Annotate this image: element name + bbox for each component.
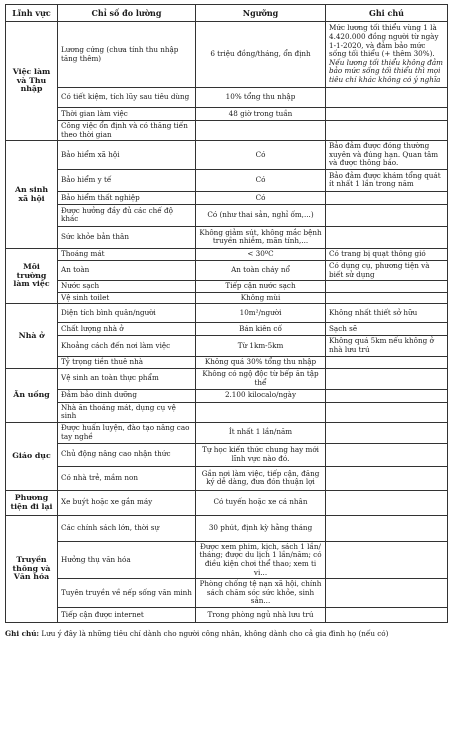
area-cell: Nhà ở: [6, 304, 58, 368]
table-row: [6, 466, 448, 490]
criterion-cell: Nước sạch: [58, 281, 196, 293]
threshold-cell: Bán kiên cố: [196, 323, 326, 336]
criterion-cell: Chủ động nâng cao nhận thức: [58, 443, 196, 466]
area-cell: Ăn uống: [6, 368, 58, 422]
table-row: [6, 204, 448, 226]
area-cell: Việc làm và Thu nhập: [6, 22, 58, 141]
threshold-cell: 48 giờ trong tuần: [196, 108, 326, 121]
table-row: [6, 141, 448, 170]
area-cell: Truyền thông và Văn hóa: [6, 515, 58, 622]
threshold-cell: Có tuyến hoặc xe cá nhân: [196, 490, 326, 515]
threshold-cell: Trong phòng ngủ nhà lưu trú: [196, 607, 326, 622]
threshold-cell: Phòng chống tệ nạn xã hội, chính sách chăm sóc sức khỏe, sinh sản...: [196, 579, 326, 608]
criterion-cell: Thoáng mát: [58, 248, 196, 260]
note-cell: [326, 323, 448, 336]
table-row: [6, 121, 448, 141]
criterion-cell: Có nhà trẻ, mầm non: [58, 466, 196, 490]
header-threshold: Ngưỡng: [196, 5, 326, 22]
threshold-cell: < 30ºC: [196, 248, 326, 260]
table-row: [6, 443, 448, 466]
note-italic-text: Nếu lương tối thiểu không đảm bảo mức sống tối thiểu thì mọi tiêu chí khác không có ý nghĩa: [329, 57, 443, 84]
threshold-cell: Không giảm sút, không mắc bệnh truyền nhiễm, mãn tính,...: [196, 226, 326, 248]
table-row: [6, 515, 448, 541]
criterion-cell: Được hưởng đầy đủ các chế độ khác: [58, 204, 196, 226]
note-cell: [326, 204, 448, 226]
area-cell: An sinh xã hội: [6, 141, 58, 249]
area-cell: Phương tiện đi lại: [6, 490, 58, 515]
criterion-cell: Các chính sách lớn, thời sự: [58, 515, 196, 541]
threshold-cell: [196, 402, 326, 422]
criterion-cell: Được huấn luyện, đào tạo nâng cao tay nghề: [58, 422, 196, 443]
criterion-cell: Có tiết kiệm, tích lũy sau tiêu dùng: [58, 88, 196, 108]
criterion-cell: Bảo hiểm thất nghiệp: [58, 191, 196, 204]
table-row: [6, 304, 448, 323]
threshold-cell: Được xem phim, kịch, sách 1 lần/ tháng; được du lịch 1 lần/năm; có điều kiện chơi thể thao; xem ti vi...: [196, 541, 326, 578]
threshold-cell: Tự học kiến thức chung hay mới lĩnh vực nào đó.: [196, 443, 326, 466]
note-cell: [326, 226, 448, 248]
footnote-label: Ghi chú:: [5, 628, 40, 638]
threshold-cell: Có (như thai sản, nghỉ ốm,...): [196, 204, 326, 226]
threshold-cell: Không quá 30% tổng thu nhập: [196, 356, 326, 368]
note-text: Không quá 5km nếu không ở nhà lưu trú: [329, 336, 434, 354]
criterion-cell: Tiếp cận được internet: [58, 607, 196, 622]
note-text: Có trang bị quạt thông gió: [329, 249, 426, 259]
note-cell: [326, 541, 448, 578]
document: [5, 4, 447, 638]
note-cell: [326, 248, 448, 260]
threshold-cell: Có: [196, 141, 326, 170]
criterion-cell: Bảo hiểm xã hội: [58, 141, 196, 170]
note-text: Sạch sẽ: [329, 324, 358, 334]
criterion-cell: Khoảng cách đến nơi làm việc: [58, 336, 196, 356]
note-cell: [326, 281, 448, 293]
note-cell: [326, 389, 448, 402]
table-row: [6, 356, 448, 368]
criterion-cell: An toàn: [58, 260, 196, 280]
table-body: [6, 22, 448, 623]
table-row: [6, 281, 448, 293]
note-cell: [326, 607, 448, 622]
threshold-cell: 6 triệu đồng/tháng, ổn định: [196, 22, 326, 88]
note-cell: [326, 260, 448, 280]
criterion-cell: Vệ sinh an toàn thực phẩm: [58, 368, 196, 389]
criteria-table: [5, 4, 448, 623]
criterion-cell: Diện tích bình quân/người: [58, 304, 196, 323]
table-row: [6, 368, 448, 389]
area-cell: Môi trường làm việc: [6, 248, 58, 303]
criterion-cell: Hưởng thụ văn hóa: [58, 541, 196, 578]
threshold-cell: 30 phút, định kỳ hằng tháng: [196, 515, 326, 541]
note-cell: [326, 443, 448, 466]
note-cell: [326, 304, 448, 323]
criterion-cell: Tuyên truyền về nếp sống văn minh: [58, 579, 196, 608]
note-cell: [326, 191, 448, 204]
threshold-cell: Ít nhất 1 lần/năm: [196, 422, 326, 443]
note-cell: [326, 490, 448, 515]
criterion-cell: Sức khỏe bản thân: [58, 226, 196, 248]
note-text: Mức lương tối thiểu vùng 1 là 4.420.000 đồng người từ ngày 1-1-2020, và đảm bảo mức sống tối thiểu (+ thêm 30%).: [329, 23, 439, 59]
note-cell: [326, 22, 448, 88]
note-cell: [326, 356, 448, 368]
header-row: [6, 5, 448, 22]
criterion-cell: Đảm bảo dinh dưỡng: [58, 389, 196, 402]
criterion-cell: Thời gian làm việc: [58, 108, 196, 121]
threshold-cell: [196, 121, 326, 141]
table-row: [6, 260, 448, 280]
note-cell: [326, 88, 448, 108]
criterion-cell: Bảo hiểm y tế: [58, 169, 196, 191]
table-row: [6, 490, 448, 515]
area-cell: Giáo dục: [6, 422, 58, 490]
threshold-cell: Có: [196, 191, 326, 204]
threshold-cell: An toàn cháy nổ: [196, 260, 326, 280]
header-criterion: Chỉ số đo lường: [58, 5, 196, 22]
criterion-cell: Tỷ trọng tiền thuê nhà: [58, 356, 196, 368]
table-row: [6, 579, 448, 608]
note-cell: [326, 402, 448, 422]
note-cell: [326, 169, 448, 191]
note-text: Bảo đảm được đóng thường xuyên và đúng hạn. Quan tâm và được thông báo.: [329, 141, 439, 168]
note-cell: [326, 368, 448, 389]
note-cell: [326, 141, 448, 170]
note-text: Có dụng cụ, phương tiện và biết sử dụng: [329, 260, 430, 279]
criterion-cell: Chất lượng nhà ở: [58, 323, 196, 336]
threshold-cell: 10% tổng thu nhập: [196, 88, 326, 108]
table-row: [6, 541, 448, 578]
table-row: [6, 226, 448, 248]
table-row: [6, 88, 448, 108]
table-row: [6, 248, 448, 260]
note-cell: [326, 292, 448, 304]
table-row: [6, 323, 448, 336]
note-cell: [326, 579, 448, 608]
threshold-cell: Tiếp cận nước sạch: [196, 281, 326, 293]
threshold-cell: 10m²/người: [196, 304, 326, 323]
criterion-cell: Vệ sinh toilet: [58, 292, 196, 304]
note-cell: [326, 515, 448, 541]
note-text: Không nhất thiết sở hữu: [329, 308, 418, 318]
table-row: [6, 336, 448, 356]
header-note: Ghi chú: [326, 5, 448, 22]
threshold-cell: 2.100 kilocalo/ngày: [196, 389, 326, 402]
threshold-cell: Có: [196, 169, 326, 191]
note-cell: [326, 121, 448, 141]
footnote: [5, 629, 447, 638]
header-area: Lĩnh vực: [6, 5, 58, 22]
threshold-cell: Không mùi: [196, 292, 326, 304]
note-cell: [326, 466, 448, 490]
table-row: [6, 191, 448, 204]
threshold-cell: Gần nơi làm việc, tiếp cận, đăng ký dễ dàng, đưa đón thuận lợi: [196, 466, 326, 490]
threshold-cell: Từ 1km-5km: [196, 336, 326, 356]
criterion-cell: Xe buýt hoặc xe gắn máy: [58, 490, 196, 515]
note-text: Bảo đảm được khám tổng quát ít nhất 1 lần trong năm: [329, 170, 441, 189]
table-row: [6, 422, 448, 443]
table-row: [6, 292, 448, 304]
threshold-cell: Không có ngộ độc từ bếp ăn tập thể: [196, 368, 326, 389]
note-cell: [326, 336, 448, 356]
table-row: [6, 108, 448, 121]
criterion-cell: Công việc ổn định và có thăng tiến theo thời gian: [58, 121, 196, 141]
criterion-cell: Nhà ăn thoáng mát, dụng cụ vệ sinh: [58, 402, 196, 422]
table-row: [6, 607, 448, 622]
note-cell: [326, 422, 448, 443]
table-row: [6, 389, 448, 402]
note-cell: [326, 108, 448, 121]
table-row: [6, 402, 448, 422]
table-row: [6, 22, 448, 88]
table-row: [6, 169, 448, 191]
footnote-text: Lưu ý đây là những tiêu chí dành cho người công nhân, không dành cho cả gia đình họ (nếu có): [41, 628, 389, 638]
criterion-cell: Lương cứng (chưa tính thu nhập tăng thêm): [58, 22, 196, 88]
